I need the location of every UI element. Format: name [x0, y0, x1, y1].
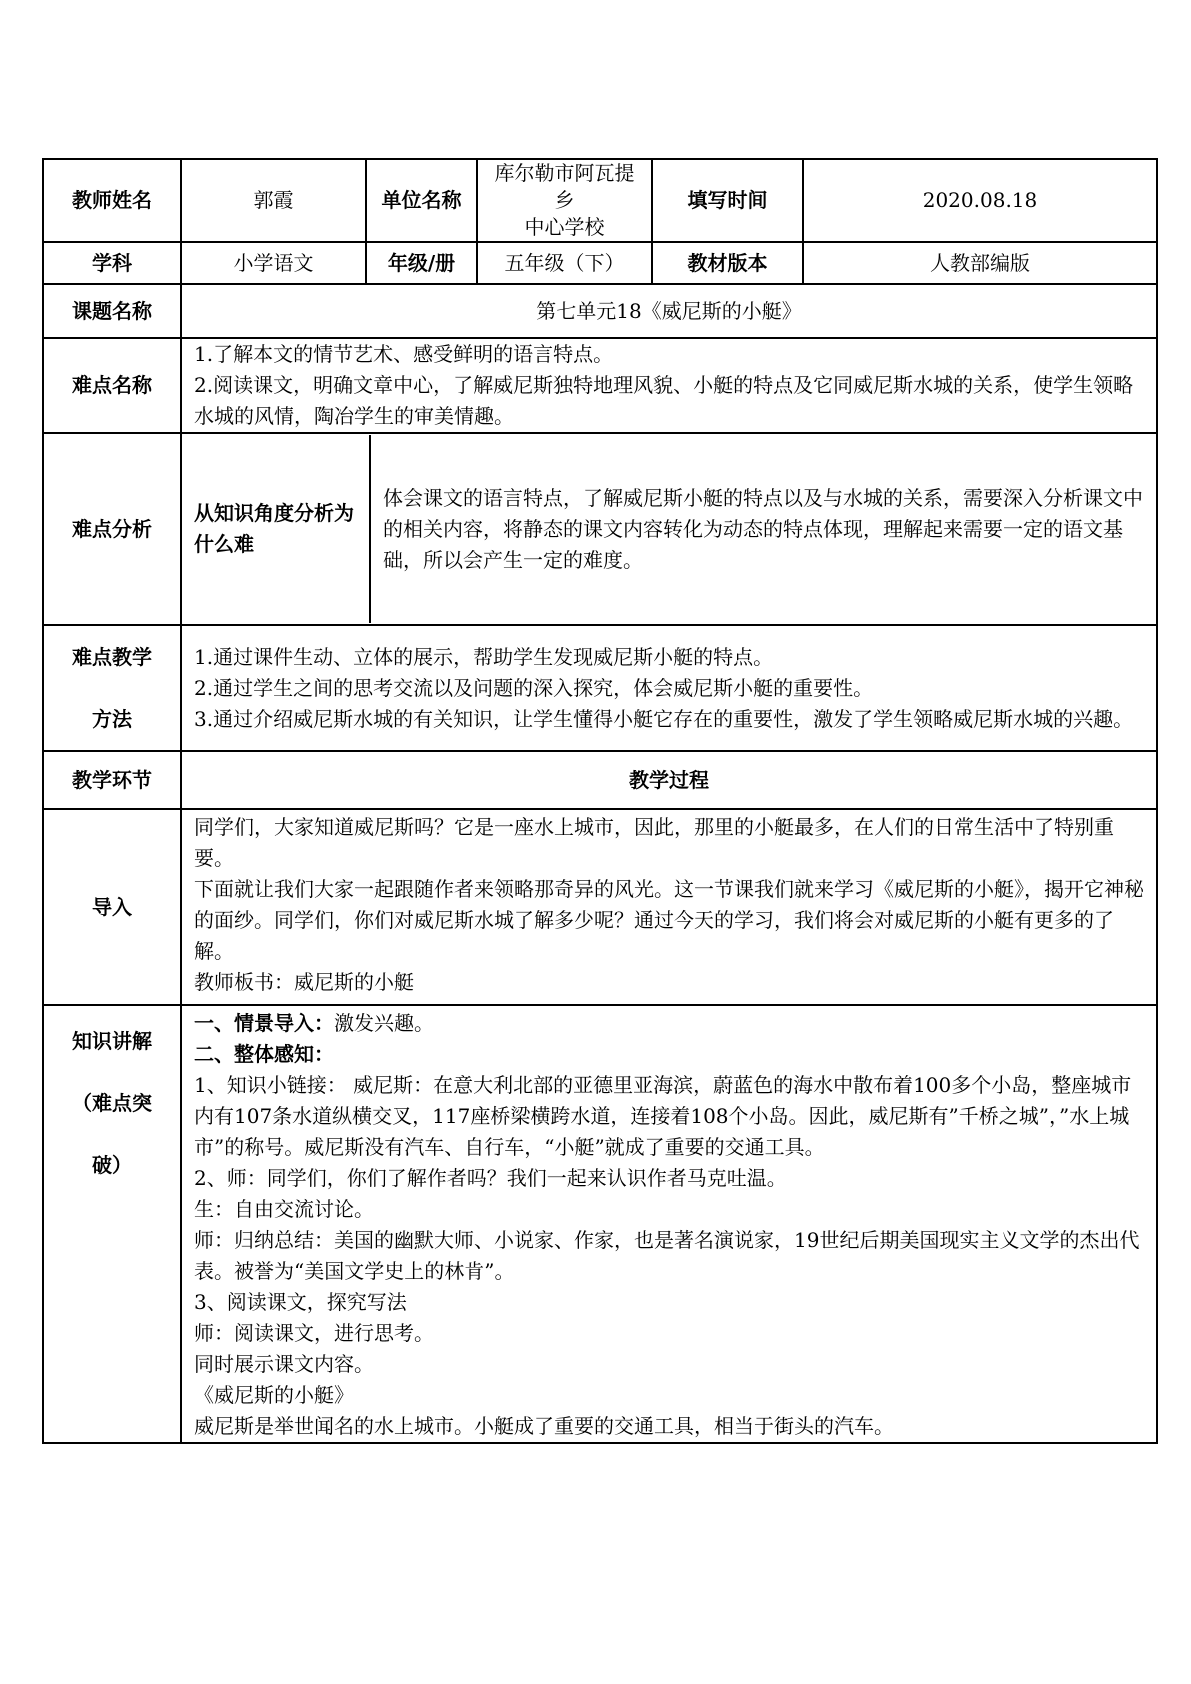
edition-label: 教材版本: [652, 242, 803, 284]
row-process-header: [43, 751, 1157, 809]
topic: 第七单元18《威尼斯的小艇》: [181, 284, 1157, 338]
difficulty-name-label: 难点名称: [43, 338, 181, 433]
knowledge-text: [181, 1005, 1157, 1443]
row-method: [43, 625, 1157, 751]
row-subject: [43, 242, 1157, 284]
topic-label: 课题名称: [43, 284, 181, 338]
process-header: 教学过程: [181, 751, 1157, 809]
subject: 小学语文: [181, 242, 366, 284]
knowledge-label-line1: 知识讲解: [72, 1029, 152, 1053]
stage-header: 教学环节: [43, 751, 181, 809]
knowledge-line-1: 一、情景导入：激发兴趣。: [194, 1011, 434, 1035]
lesson-plan-table: [42, 158, 1158, 1444]
grade: 五年级（下）: [477, 242, 652, 284]
method-text: 1.通过课件生动、立体的展示，帮助学生发现威尼斯小艇的特点。 2.通过学生之间的思考交流以及问题的深入探究，体会威尼斯小艇的重要性。 3.通过介绍威尼斯水城的有关知识，让学生懂得小艇它存在的重要性，激发了学生领略威尼斯水城的兴趣。: [181, 625, 1157, 751]
fill-time: 2020.08.18: [803, 159, 1157, 242]
knowledge-label-line3: 破）: [92, 1153, 132, 1177]
analysis-sub-label: 从知识角度分析为什么难: [182, 435, 370, 623]
method-label-line2: 方法: [92, 707, 132, 731]
difficulty-analysis-label: 难点分析: [43, 433, 181, 625]
edition: 人教部编版: [803, 242, 1157, 284]
method-label-line1: 难点教学: [72, 645, 152, 669]
grade-label: 年级/册: [366, 242, 477, 284]
row-topic: [43, 284, 1157, 338]
row-intro: [43, 809, 1157, 1005]
unit-label: 单位名称: [366, 159, 477, 242]
method-label: [43, 625, 181, 751]
fill-time-label: 填写时间: [652, 159, 803, 242]
row-difficulty-name: [43, 338, 1157, 433]
knowledge-label-line2: （难点突: [72, 1091, 152, 1115]
teacher-name: 郭霞: [181, 159, 366, 242]
row-teacher: [43, 159, 1157, 242]
intro-text: 同学们，大家知道威尼斯吗？它是一座水上城市，因此，那里的小艇最多，在人们的日常生活中了特别重要。 下面就让我们大家一起跟随作者来领略那奇异的风光。这一节课我们就来学习《威尼斯的小艇》，揭开它神秘的面纱。同学们，你们对威尼斯水城了解多少呢？通过今天的学习，我们将会对威尼斯的小艇有更多的了解。 教师板书：威尼斯的小艇: [181, 809, 1157, 1005]
subject-label: 学科: [43, 242, 181, 284]
analysis-subtable: [182, 435, 1156, 623]
teacher-label: 教师姓名: [43, 159, 181, 242]
intro-label: 导入: [43, 809, 181, 1005]
row-knowledge: [43, 1005, 1157, 1443]
unit-name: 库尔勒市阿瓦提乡 中心学校: [477, 159, 652, 242]
knowledge-line-2: 二、整体感知：: [194, 1042, 334, 1066]
row-difficulty-analysis: [43, 433, 1157, 625]
knowledge-body: 1、知识小链接： 威尼斯：在意大利北部的亚德里亚海滨，蔚蓝色的海水中散布着100多个小岛，整座城市内有107条水道纵横交叉，117座桥梁横跨水道，连接着108个小岛。因此，威尼斯有”千桥之城”，”水上城市”的称号。威尼斯没有汽车、自行车，“小艇”就成了重要的交通工具。 2、师：同学们，你们了解作者吗？我们一起来认识作者马克吐温。 生：自由交流讨论。 师：归纳总结：美国的幽默大师、小说家、作家，也是著名演说家，19世纪后期美国现实主义文学的杰出代表。被誉为“美国文学史上的林肯”。 3、阅读课文，探究写法 师：阅读课文，进行思考。 同时展示课文内容。 《威尼斯的小艇》 威尼斯是举世闻名的水上城市。小艇成了重要的交通工具，相当于街头的汽车。: [194, 1073, 1140, 1438]
analysis-text: 体会课文的语言特点，了解威尼斯小艇的特点以及与水城的关系，需要深入分析课文中的相关内容，将静态的课文内容转化为动态的特点体现，理解起来需要一定的语文基础，所以会产生一定的难度。: [383, 485, 1143, 572]
knowledge-label: [43, 1005, 181, 1443]
difficulty-name-text: 1.了解本文的情节艺术、感受鲜明的语言特点。 2.阅读课文，明确文章中心，了解威尼斯独特地理风貌、小艇的特点及它同威尼斯水城的关系，使学生领略水城的风情，陶冶学生的审美情趣。: [181, 338, 1157, 433]
